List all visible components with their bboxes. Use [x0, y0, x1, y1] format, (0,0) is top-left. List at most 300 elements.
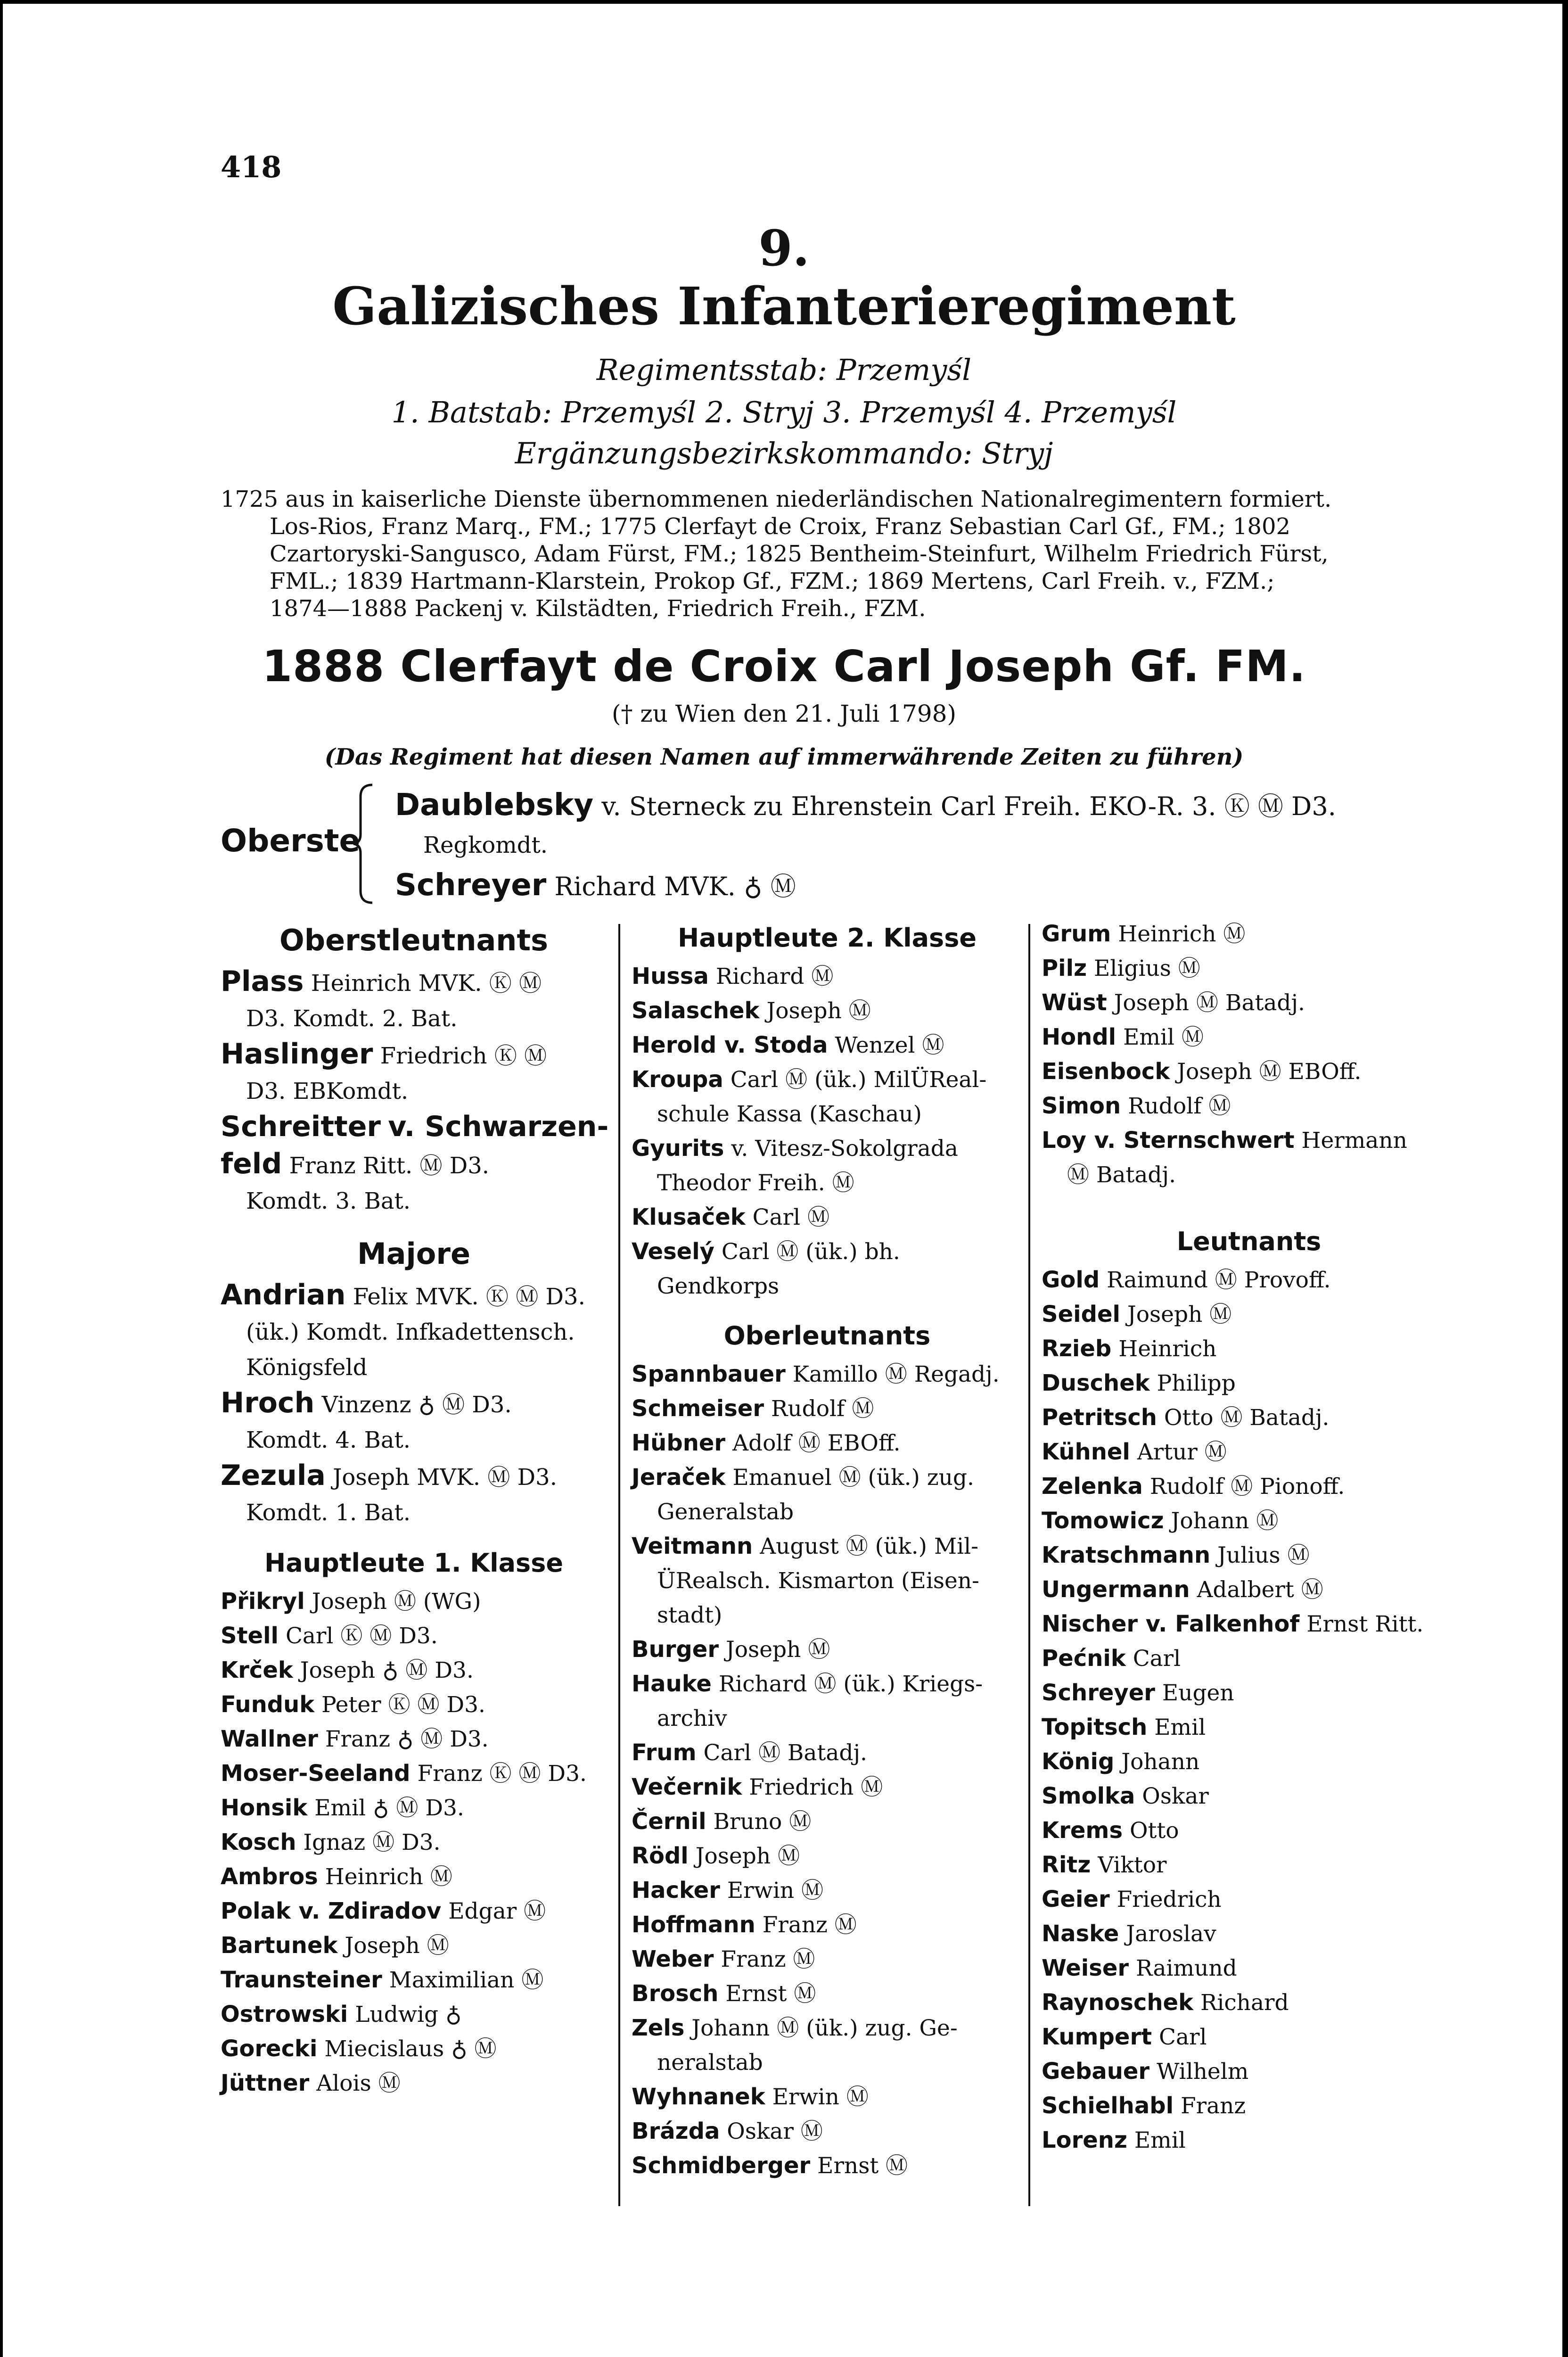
list-item-continuation: D3. Komdt. 2. Bat. [246, 1005, 458, 1032]
officer-name: Rzieb [1042, 1335, 1112, 1362]
officer-name: Bartunek [221, 1932, 338, 1959]
officer-details: Joseph Ⓜ (WG) [312, 1589, 481, 1615]
list-item-continuation: Komdt. 4. Bat. [246, 1427, 411, 1453]
regiment-owner: 1888 Clerfayt de Croix Carl Joseph Gf. FM. [262, 641, 1306, 692]
officer-details: Carl [1159, 2024, 1207, 2050]
list-item-continuation: (ük.) Komdt. Infkadettensch. [246, 1319, 575, 1345]
officer-details: Otto Ⓜ Batadj. [1164, 1405, 1330, 1431]
list-item [1042, 917, 1456, 951]
list-item [221, 1894, 607, 1928]
officer-details: Hermann [1301, 1128, 1407, 1154]
officer-details: Felix MVK. Ⓚ Ⓜ D3. [353, 1284, 585, 1310]
officer-name: Veselý [632, 1238, 714, 1265]
officer-details: Oskar Ⓜ [727, 2118, 823, 2144]
oberst-entry [423, 832, 548, 858]
list-item [221, 1385, 607, 1423]
officer-details: Emil [1134, 2127, 1186, 2153]
officer-name: Tomowicz [1042, 1508, 1164, 1534]
officer-name: König [1042, 1748, 1115, 1775]
officer-details: Otto [1129, 1818, 1179, 1844]
officer-name: Simon [1042, 1093, 1121, 1119]
list-item [1042, 1123, 1456, 1158]
list-item [632, 1131, 1023, 1166]
list-item [1042, 1573, 1456, 1607]
officer-details: Johann Ⓜ [1171, 1508, 1279, 1534]
officer-name: Schmidberger [632, 2152, 811, 2179]
officer-name: Weber [632, 1946, 714, 1972]
leutnants-list [1042, 1263, 1456, 2158]
officer-details: Friedrich [1116, 1887, 1222, 1912]
officer-name: Ungermann [1042, 1576, 1190, 1603]
officer-name: Honsik [221, 1795, 308, 1821]
list-item [1042, 1538, 1456, 1573]
officer-name: Haslinger [221, 1038, 373, 1071]
list-item [1042, 1504, 1456, 1538]
section-heading-oberleutnants: Oberleutnants [723, 1321, 931, 1351]
list-item [221, 1653, 607, 1688]
officer-details: Franz Ⓜ [721, 1946, 815, 1972]
officer-details: Heinrich Ⓜ [1118, 921, 1246, 947]
officer-details: Oskar [1142, 1783, 1209, 1809]
list-item [1042, 1366, 1456, 1401]
list-item [632, 1632, 1023, 1667]
list-item-continuation: ÜRealsch. Kismarton (Eisen- [657, 1568, 979, 1594]
list-item [1042, 1986, 1456, 2020]
officer-name: Ambros [221, 1863, 318, 1890]
officer-details: Ernst Ritt. [1306, 1611, 1424, 1637]
column-divider [618, 924, 620, 2206]
officer-name: Zelenka [1042, 1473, 1143, 1500]
officer-name: Lorenz [1042, 2127, 1127, 2153]
list-item [1042, 2089, 1456, 2123]
list-item [632, 1357, 1023, 1392]
officer-name: Burger [632, 1636, 719, 1663]
list-item [221, 1928, 607, 1963]
officer-details: Rudolf Ⓜ [771, 1396, 874, 1422]
oberst-details: Regkomdt. [423, 832, 548, 858]
officer-details: Richard [1200, 1990, 1289, 2016]
list-item [632, 1667, 1023, 1701]
officer-details: Johann [1121, 1749, 1200, 1775]
officer-name: Wallner [221, 1726, 318, 1752]
list-item [632, 1028, 1023, 1063]
officer-name: Hroch [221, 1386, 315, 1419]
section-heading-hauptleute-2: Hauptleute 2. Klasse [678, 923, 977, 953]
officer-details: Eligius Ⓜ [1093, 956, 1200, 981]
list-item [632, 2149, 1023, 2183]
officer-name: Zezula [221, 1459, 326, 1492]
list-item-continuation: Generalstab [657, 1499, 794, 1525]
officer-details: Franz Ritt. Ⓜ D3. [289, 1153, 490, 1179]
officer-details: Joseph MVK. Ⓜ D3. [333, 1464, 557, 1491]
officer-name: Naske [1042, 1920, 1119, 1947]
officer-name: Kühnel [1042, 1439, 1130, 1465]
column-2 [632, 917, 1023, 2183]
list-item-continuation: stadt) [657, 1602, 722, 1628]
list-item [1042, 986, 1456, 1020]
section-heading-hauptleute-1: Hauptleute 1. Klasse [264, 1548, 563, 1578]
officer-details: Ernst Ⓜ [817, 2153, 908, 2179]
column-3 [1042, 917, 1456, 2158]
list-item [632, 1392, 1023, 1426]
officer-name: Hauke [632, 1671, 712, 1697]
list-item [221, 964, 607, 1001]
oberst-details: Richard MVK. ♁ Ⓜ [554, 872, 796, 901]
history-line: FML.; 1839 Hartmann-Klarstein, Prokop Gf., FZM.; 1869 Mertens, Carl Freih. v., FZM.; [270, 568, 1275, 594]
officer-name: Gyurits [632, 1135, 724, 1162]
officer-details: Joseph Ⓜ [725, 1637, 830, 1663]
officer-details: Adalbert Ⓜ [1197, 1577, 1323, 1603]
list-item [1042, 2054, 1456, 2089]
officer-name: Gold [1042, 1267, 1100, 1293]
officer-name: Wyhnanek [632, 2084, 765, 2110]
list-item [632, 1736, 1023, 1770]
officer-name: Brosch [632, 1980, 719, 2007]
list-item [221, 2066, 607, 2101]
list-item [1042, 1297, 1456, 1332]
officer-details: Friedrich Ⓚ Ⓜ [380, 1043, 547, 1069]
list-item [1042, 1401, 1456, 1435]
list-item [1042, 1641, 1456, 1676]
officer-name: Pilz [1042, 955, 1087, 981]
list-item [1042, 1020, 1456, 1055]
officer-details: Franz [1180, 2093, 1246, 2119]
officer-details: Wenzel Ⓜ [835, 1032, 944, 1058]
officer-details: Carl [1133, 1646, 1181, 1672]
officer-details: Franz Ⓚ Ⓜ D3. [417, 1761, 587, 1787]
officer-details: Joseph Ⓜ [345, 1933, 449, 1959]
officer-details: Erwin Ⓜ [772, 2084, 869, 2110]
officer-name: Jüttner [221, 2070, 310, 2096]
officer-details: Emil Ⓜ [1123, 1024, 1204, 1050]
oberst-entry [395, 866, 796, 903]
officer-name: Zels [632, 2015, 685, 2041]
officer-name: v. Schwarzen- [388, 1110, 609, 1143]
column-divider [1028, 924, 1030, 2206]
list-item-continuation: Komdt. 1. Bat. [246, 1500, 411, 1526]
officer-name: Gebauer [1042, 2058, 1150, 2085]
history-line: Czartoryski-Sangusco, Adam Fürst, FM.; 1825 Bentheim-Steinfurt, Wilhelm Friedrich Fürst, [270, 541, 1329, 567]
officer-details: Carl Ⓜ Batadj. [703, 1740, 867, 1766]
list-item [221, 1619, 607, 1653]
regimental-staff-line: Regimentsstab: Przemyśl [596, 353, 972, 387]
list-item [632, 1460, 1023, 1495]
officer-name: Raynoschek [1042, 1989, 1193, 2016]
list-item [1042, 1848, 1456, 1882]
officer-name: Schreyer [1042, 1680, 1155, 1706]
officer-details: Joseph Ⓜ [1127, 1302, 1232, 1327]
officer-name: Hondl [1042, 1024, 1116, 1050]
list-item [632, 2114, 1023, 2149]
list-item-continuation: Gendkorps [657, 1273, 780, 1299]
officer-name: Traunsteiner [221, 1967, 382, 1993]
list-item [632, 1770, 1023, 1805]
list-item [1042, 1882, 1456, 1917]
list-item-continuation: Ⓜ Batadj. [1067, 1162, 1176, 1188]
regiment-name-note: (Das Regiment hat diesen Namen auf immerwährende Zeiten zu führen) [324, 744, 1244, 770]
oberstleutnants-list [221, 964, 607, 1219]
list-item [632, 1200, 1023, 1235]
officer-name: Loy v. Sternschwert [1042, 1127, 1295, 1154]
list-item [1042, 1332, 1456, 1366]
officer-details: Carl Ⓜ (ük.) bh. [721, 1239, 900, 1265]
list-item [221, 1860, 607, 1894]
owner-death-note: († zu Wien den 21. Juli 1798) [611, 700, 956, 727]
officer-name: Schmeiser [632, 1395, 764, 1422]
list-item-continuation: Komdt. 3. Bat. [246, 1188, 411, 1214]
list-item-continuation: Königsfeld [246, 1354, 368, 1381]
regiment-name: Galizisches Infanterieregiment [332, 276, 1236, 337]
list-item [221, 2032, 607, 2066]
list-item [632, 1529, 1023, 1564]
officer-details: Vinzenz ♁ Ⓜ D3. [321, 1392, 512, 1418]
officer-name: Schielhabl [1042, 2093, 1174, 2119]
page-number: 418 [221, 150, 282, 184]
officer-name: Polak v. Zdiradov [221, 1898, 442, 1924]
officer-name: Stell [221, 1623, 279, 1649]
list-item [221, 1997, 607, 2032]
officer-details: Johann Ⓜ (ük.) zug. Ge- [691, 2015, 958, 2041]
officer-details: Rudolf Ⓜ Pionoff. [1149, 1474, 1345, 1500]
officer-name: Hacker [632, 1877, 720, 1904]
officer-name: Krček [221, 1657, 293, 1683]
officer-details: Joseph Ⓜ EBOff. [1177, 1059, 1362, 1085]
list-item [221, 1277, 607, 1315]
officer-details: Eugen [1162, 1680, 1234, 1706]
officer-details: Heinrich MVK. Ⓚ Ⓜ [311, 970, 542, 997]
oberleutnants-list [632, 1357, 1023, 2183]
officer-name: Duschek [1042, 1370, 1150, 1396]
oberste-label: Oberste [221, 823, 361, 859]
oberst-details: v. Sterneck zu Ehrenstein Carl Freih. EKO-R. 3. Ⓚ Ⓜ D3. [601, 791, 1336, 821]
officer-name: Plass [221, 965, 304, 998]
oberleutnants-continued-list [1042, 917, 1456, 1192]
officer-name: Ritz [1042, 1852, 1091, 1878]
officer-details: Adolf Ⓜ EBOff. [732, 1430, 901, 1456]
officer-name: Geier [1042, 1886, 1110, 1912]
officer-name: Kosch [221, 1829, 296, 1855]
officer-name: Funduk [221, 1691, 315, 1718]
officer-details: Kamillo Ⓜ Regadj. [792, 1361, 1000, 1387]
officer-details: Ignaz Ⓜ D3. [303, 1830, 441, 1855]
list-item [1042, 951, 1456, 986]
officer-details: Emanuel Ⓜ (ük.) zug. [732, 1465, 974, 1491]
officer-details: Friedrich Ⓜ [749, 1774, 883, 1800]
list-item [632, 959, 1023, 994]
list-item [1042, 1710, 1456, 1745]
officer-name: Veitmann [632, 1533, 753, 1559]
list-item [632, 1426, 1023, 1460]
list-item [1042, 1607, 1456, 1641]
list-item [221, 1756, 607, 1791]
officer-details: Alois Ⓜ [316, 2070, 401, 2096]
officer-name: Smolka [1042, 1783, 1135, 1809]
list-item [1042, 1779, 1456, 1813]
officer-details: Joseph Ⓜ [695, 1843, 800, 1869]
officer-details: Edgar Ⓜ [448, 1898, 546, 1924]
officer-name: Pećnik [1042, 1645, 1126, 1672]
officer-name: Rödl [632, 1843, 689, 1869]
recruiting-district-line: Ergänzungsbezirkskommando: Stryj [515, 436, 1053, 470]
list-item [632, 1942, 1023, 1977]
officer-name: Hoffmann [632, 1912, 755, 1938]
officer-name: Weiser [1042, 1955, 1129, 1981]
officer-name: Černil [632, 1808, 706, 1835]
list-item-continuation: Theodor Freih. Ⓜ [657, 1170, 854, 1196]
officer-details: Miecislaus ♁ Ⓜ [324, 2036, 497, 2062]
oberst-entry [395, 786, 1336, 823]
officer-details: Emil ♁ Ⓜ D3. [314, 1795, 464, 1821]
officer-name: Petritsch [1042, 1404, 1157, 1431]
officer-details: Viktor [1098, 1852, 1167, 1878]
list-item [221, 1688, 607, 1722]
officer-details: Bruno Ⓜ [713, 1809, 812, 1835]
oberst-name: Schreyer [395, 868, 547, 903]
officer-details: Franz ♁ Ⓜ D3. [325, 1726, 489, 1752]
list-item-continuation: schule Kassa (Kaschau) [657, 1101, 922, 1127]
officer-details: Heinrich [1118, 1336, 1217, 1362]
list-item [221, 1825, 607, 1860]
officer-name: Klusaček [632, 1204, 746, 1230]
officer-details: Ludwig ♁ [355, 2002, 462, 2027]
list-item [632, 2080, 1023, 2114]
officer-details: Peter Ⓚ Ⓜ D3. [321, 1692, 485, 1718]
officer-name: Kumpert [1042, 2024, 1152, 2050]
officer-name: Salaschek [632, 997, 760, 1024]
officer-details: Artur Ⓜ [1137, 1439, 1227, 1465]
list-item [221, 1146, 607, 1184]
history-line: 1725 aus in kaiserliche Dienste übernommenen niederländischen Nationalregimentern formiert. [221, 486, 1332, 512]
officer-details: Philipp [1157, 1370, 1236, 1396]
list-item-continuation: neralstab [657, 2050, 763, 2076]
list-item [1042, 1917, 1456, 1951]
officer-details: Maximilian Ⓜ [389, 1967, 544, 1993]
officer-name: Večernik [632, 1774, 742, 1800]
officer-details: Emil [1154, 1714, 1206, 1740]
officer-name: Kratschmann [1042, 1542, 1211, 1568]
section-heading-majore: Majore [357, 1236, 470, 1271]
officer-details: Carl Ⓜ (ük.) MilÜReal- [730, 1067, 987, 1093]
list-item [1042, 2123, 1456, 2158]
history-line: 1874—1888 Packenj v. Kilstädten, Friedrich Freih., FZM. [270, 595, 926, 622]
officer-details: Julius Ⓜ [1217, 1542, 1310, 1568]
officer-name: Gorecki [221, 2036, 318, 2062]
list-item [1042, 1469, 1456, 1504]
officer-details: Joseph ♁ Ⓜ D3. [300, 1657, 474, 1683]
officer-details: Joseph Ⓜ Batadj. [1114, 990, 1305, 1016]
officer-details: Carl Ⓚ Ⓜ D3. [285, 1623, 438, 1649]
history-line: Los-Rios, Franz Marq., FM.; 1775 Clerfayt de Croix, Franz Sebastian Carl Gf., FM.; 1802 [270, 513, 1291, 540]
officer-details: Heinrich Ⓜ [325, 1864, 452, 1890]
list-item [1042, 1089, 1456, 1123]
list-item [1042, 1435, 1456, 1469]
officer-name: Moser-Seeland [221, 1760, 410, 1787]
officer-details: v. Vitesz-Sokolgrada [731, 1136, 958, 1162]
list-item [221, 1584, 607, 1619]
list-item [632, 1235, 1023, 1269]
list-item [1042, 1813, 1456, 1848]
officer-details: Rudolf Ⓜ [1128, 1093, 1231, 1119]
regiment-number: 9. [758, 219, 810, 277]
officer-name: Jeraček [632, 1464, 726, 1491]
officer-name: Hübner [632, 1430, 726, 1456]
officer-name: Přikryl [221, 1588, 305, 1615]
list-item [1042, 1055, 1456, 1089]
officer-details: Jaroslav [1126, 1921, 1216, 1947]
officer-name: Hussa [632, 963, 709, 989]
officer-name: Ostrowski [221, 2001, 348, 2027]
officer-name: Seidel [1042, 1301, 1120, 1327]
officer-name: Nischer v. Falkenhof [1042, 1611, 1300, 1637]
list-item [1042, 1263, 1456, 1297]
officer-details: Erwin Ⓜ [727, 1878, 824, 1904]
list-item [1042, 2020, 1456, 2054]
list-item [632, 994, 1023, 1028]
section-heading-oberstleutnants: Oberstleutnants [279, 923, 548, 957]
officer-name: Wüst [1042, 989, 1107, 1016]
section-heading-leutnants: Leutnants [1176, 1227, 1322, 1256]
list-item [632, 1977, 1023, 2011]
list-item [221, 1109, 607, 1146]
officer-name: Eisenbock [1042, 1058, 1170, 1085]
officer-details: August Ⓜ (ük.) Mil- [760, 1533, 979, 1559]
officer-name: Topitsch [1042, 1714, 1148, 1740]
officer-details: Raimund Ⓜ Provoff. [1107, 1267, 1331, 1293]
hauptleute-1-list [221, 1584, 607, 2101]
list-item [221, 1963, 607, 1997]
list-item [632, 1908, 1023, 1942]
list-item [632, 1839, 1023, 1873]
officer-name: Schreitter [221, 1110, 381, 1143]
list-item [221, 1037, 607, 1074]
list-item [632, 2011, 1023, 2045]
officer-name: Herold v. Stoda [632, 1032, 828, 1058]
list-item [632, 1873, 1023, 1908]
list-item [1042, 1745, 1456, 1779]
list-item [632, 1063, 1023, 1097]
officer-details: Wilhelm [1157, 2059, 1249, 2085]
list-item [1042, 1951, 1456, 1986]
list-item [221, 1791, 607, 1825]
officer-name: Kroupa [632, 1066, 723, 1093]
officer-name: Krems [1042, 1817, 1123, 1844]
list-item [1042, 1676, 1456, 1710]
curly-brace-icon [351, 783, 375, 905]
officer-name: Andrian [221, 1278, 346, 1311]
officer-details: Richard Ⓜ (ük.) Kriegs- [718, 1671, 983, 1697]
battalion-staff-line: 1. Batstab: Przemyśl 2. Stryj 3. Przemyśl 4. Przemyśl [391, 395, 1177, 429]
majore-list [221, 1277, 607, 1531]
regiment-history [221, 486, 1455, 622]
hauptleute-2-list [632, 959, 1023, 1303]
officer-details: Ernst Ⓜ [725, 1981, 816, 2007]
officer-details: Richard Ⓜ [715, 964, 834, 989]
list-item-continuation: D3. EBKomdt. [246, 1078, 409, 1104]
officer-details: Joseph Ⓜ [766, 998, 871, 1024]
officer-details: Franz Ⓜ [762, 1912, 857, 1938]
list-item [221, 1722, 607, 1756]
list-item [221, 1458, 607, 1495]
list-item-continuation: archiv [657, 1706, 727, 1731]
officer-name: Brázda [632, 2118, 720, 2144]
officer-name: feld [221, 1147, 282, 1180]
officer-details: Raimund [1136, 1955, 1237, 1981]
oberst-name: Daublebsky [395, 788, 594, 823]
officer-name: Frum [632, 1739, 697, 1766]
officer-name: Grum [1042, 921, 1111, 947]
list-item [632, 1805, 1023, 1839]
officer-name: Spannbauer [632, 1361, 786, 1387]
